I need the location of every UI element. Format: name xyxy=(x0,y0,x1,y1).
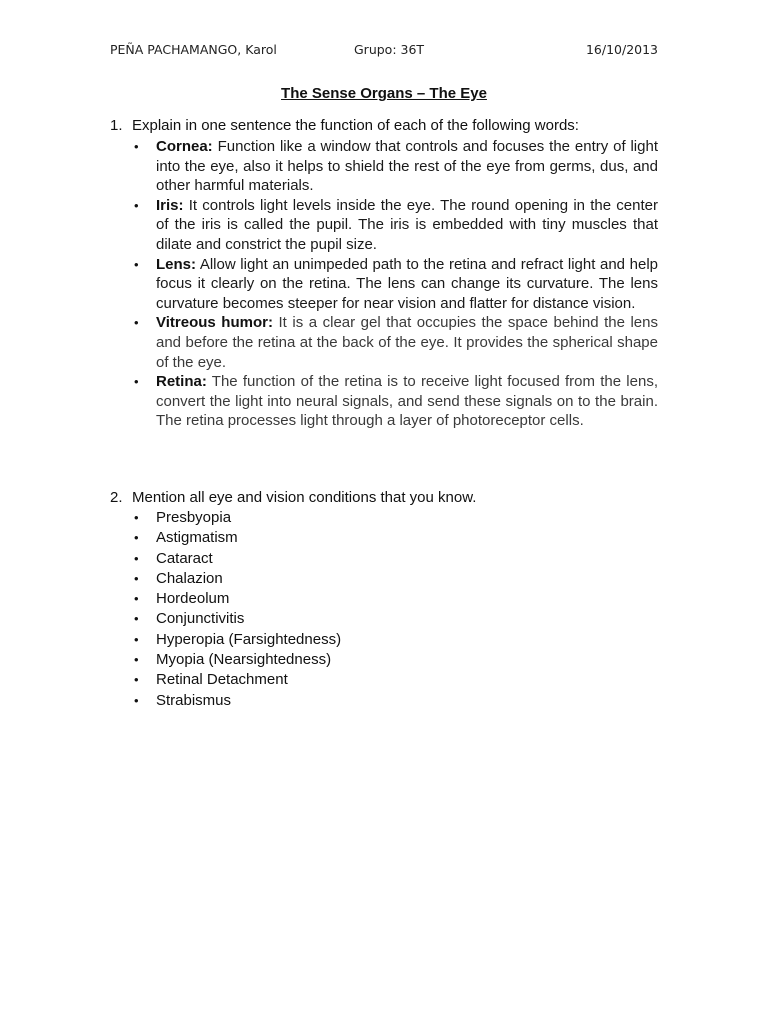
bullet-icon: • xyxy=(134,692,139,708)
bullet-icon: • xyxy=(134,591,139,607)
condition-label: Strabismus xyxy=(156,691,232,709)
question-text: Explain in one sentence the function of each of the following words: xyxy=(132,117,579,134)
condition-label: Hyperopia (Farsightedness) xyxy=(156,630,342,648)
bullet-icon: • xyxy=(134,672,139,688)
list-item xyxy=(134,549,658,569)
group-label: Grupo: 36T xyxy=(354,42,425,57)
question-number: 1. xyxy=(110,117,123,134)
question-number: 2. xyxy=(110,489,123,506)
question-text: Mention all eye and vision conditions that you know. xyxy=(132,489,477,506)
list-item xyxy=(134,589,658,609)
list-item-iris xyxy=(134,196,658,255)
bullet-icon: • xyxy=(134,197,139,213)
bullet-icon: • xyxy=(134,530,139,546)
term-label: Lens: xyxy=(156,255,197,273)
condition-label: Presbyopia xyxy=(156,509,232,526)
condition-label: Hordeolum xyxy=(156,590,230,608)
list-item-lens xyxy=(134,255,658,314)
list-item xyxy=(134,691,658,711)
term-definitions-list xyxy=(134,137,658,431)
bullet-icon: • xyxy=(134,374,139,390)
bullet-icon: • xyxy=(134,570,139,586)
term-definition: The function of the retina is to receive light focused from the lens, convert the light into neural signals, and send these signals on to the brain. The retina processes light through a layer of photoreceptor cells. xyxy=(156,373,658,430)
list-item xyxy=(134,508,658,528)
list-item xyxy=(134,528,658,548)
term-label: Vitreous humor: xyxy=(156,314,273,332)
condition-label: Cataract xyxy=(156,549,213,567)
list-item-cornea xyxy=(134,137,658,196)
list-item-retina xyxy=(134,372,658,431)
conditions-list xyxy=(134,508,658,711)
term-definition: Allow light an unimpeded path to the retina and refract light and help focus it clearly on the retina. The lens can change its curvature. The lens curvature becomes steeper for near vision and flatter for distance vision. xyxy=(156,255,658,312)
list-item xyxy=(134,609,658,629)
bullet-icon: • xyxy=(134,631,139,647)
bullet-icon: • xyxy=(134,550,139,566)
date-label: 16/10/2013 xyxy=(585,42,658,57)
list-item xyxy=(134,670,658,690)
term-definition: Function like a window that controls and focuses the entry of light into the eye, also it helps to shield the rest of the eye from germs, dus, and other harmful materials. xyxy=(156,138,658,195)
term-label: Iris: xyxy=(156,196,184,214)
term-label: Retina: xyxy=(156,373,207,391)
student-name: PEÑA PACHAMANGO, Karol xyxy=(110,42,277,57)
list-item xyxy=(134,650,658,670)
page-title: The Sense Organs – The Eye xyxy=(281,85,487,102)
bullet-icon: • xyxy=(134,510,139,525)
condition-label: Retinal Detachment xyxy=(156,671,288,689)
bullet-icon: • xyxy=(134,611,139,627)
condition-label: Myopia (Nearsightedness) xyxy=(156,651,332,669)
list-item xyxy=(134,630,658,650)
term-definition: It is a clear gel that occupies the space behind the lens and before the retina at the back of the eye. It provides the spherical shape of the eye. xyxy=(156,314,658,371)
bullet-icon: • xyxy=(134,256,139,272)
list-item xyxy=(134,569,658,589)
condition-label: Chalazion xyxy=(156,569,223,587)
bullet-icon: • xyxy=(134,139,139,154)
condition-label: Astigmatism xyxy=(156,529,238,547)
bullet-icon: • xyxy=(134,652,139,668)
page-header xyxy=(110,42,658,62)
term-definition: It controls light levels inside the eye. The round opening in the center of the iris is called the pupil. The iris is embedded with tiny muscles that dilate and constrict the pupil size. xyxy=(156,196,658,253)
list-item-vitreous-humor xyxy=(134,313,658,372)
condition-label: Conjunctivitis xyxy=(156,610,245,628)
term-label: Cornea: xyxy=(156,138,213,155)
bullet-icon: • xyxy=(134,315,139,331)
